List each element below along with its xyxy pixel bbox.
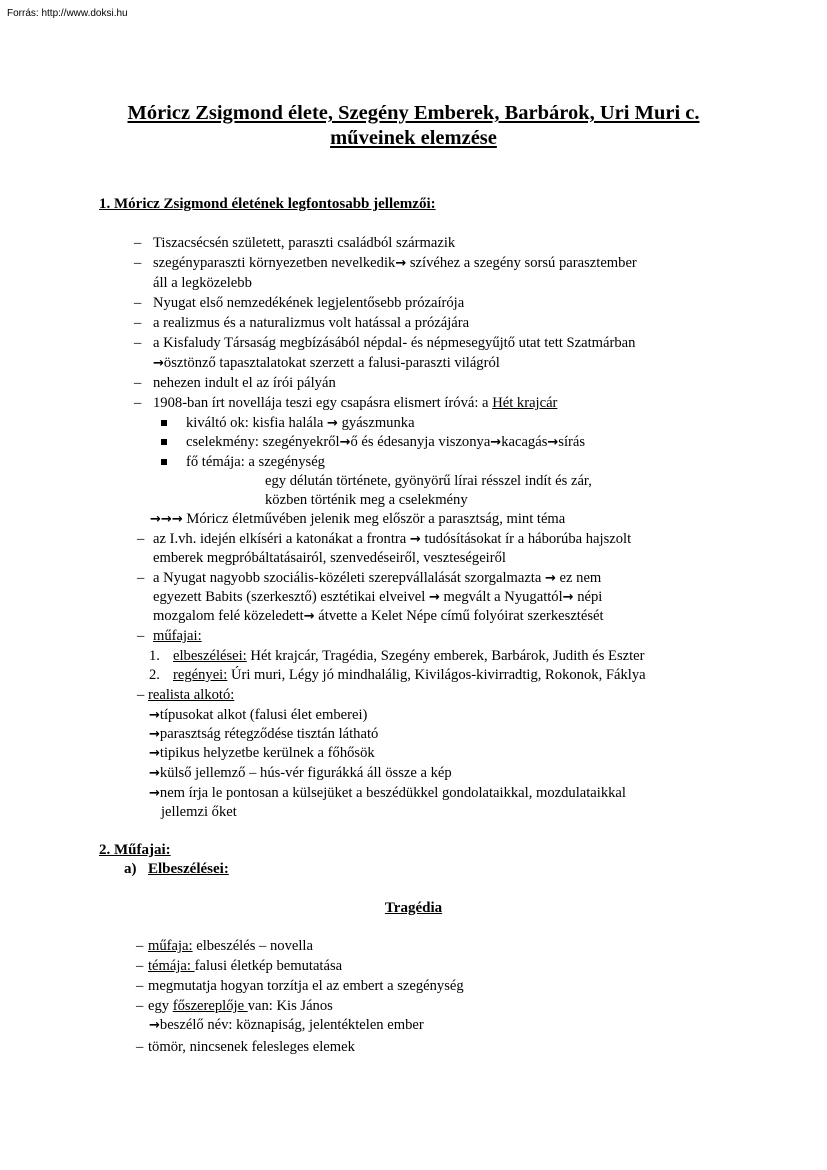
- square-bullet-icon: [161, 459, 167, 465]
- text-span: egyezett Babits (szerkesztő) esztétikai elveivel: [153, 589, 429, 605]
- text-span: tudósításokat ír a háborúba hajszolt: [420, 531, 632, 547]
- dash-glyph: –: [136, 958, 144, 974]
- text-span: tipikus helyzetbe kerülnek a főhősök: [159, 745, 375, 761]
- arrow-icon: →: [395, 256, 407, 271]
- dash-glyph: –: [134, 255, 142, 271]
- text-span: kiváltó ok: kisfia halála: [186, 415, 328, 431]
- text-span: sírás: [558, 434, 586, 450]
- document-title: [80, 101, 747, 151]
- text-span: mozgalom felé közeledett: [153, 608, 304, 624]
- dash-glyph: –: [136, 978, 144, 994]
- sub-bullet-continuation: közben történik meg a cselekmény: [265, 492, 468, 508]
- numbered-text: [173, 666, 646, 685]
- text-span: egy: [148, 998, 173, 1014]
- bullet-continuation: [153, 354, 500, 373]
- text-span: megvált a Nyugattól: [439, 589, 563, 605]
- dash-glyph: –: [134, 335, 142, 351]
- text-span: Úri muri, Légy jó mindhalálig, Kivilágos-kivirradtig, Rokonok, Fáklya: [227, 667, 646, 683]
- arrow-icon: →: [327, 416, 338, 431]
- text-span: szívéhez a szegény sorsú parasztember: [409, 255, 637, 271]
- bullet-text: tömör, nincsenek felesleges elemek: [148, 1039, 355, 1055]
- square-bullet-icon: [161, 439, 167, 445]
- text-span: beszélő név: köznapiság, jelentéktelen ember: [159, 1017, 424, 1033]
- list-number: 2.: [149, 667, 160, 683]
- arrow-item: [149, 706, 367, 725]
- arrow-icon: →: [153, 356, 164, 371]
- genres-label: műfajai:: [153, 628, 202, 644]
- arrow-icon: →: [149, 1018, 160, 1033]
- arrow-icon: →: [428, 590, 440, 605]
- bullet-continuation: áll a legközelebb: [153, 275, 252, 291]
- novels-label: regényei:: [173, 667, 228, 683]
- bullet-text: nehezen indult el az írói pályán: [153, 375, 336, 391]
- dash-glyph: –: [137, 570, 145, 586]
- title-line-1: Móricz Zsigmond élete, Szegény Emberek, Barbárok, Uri Muri c.: [127, 102, 700, 124]
- work-title: Hét krajcár: [492, 395, 558, 411]
- arrow-icon: →: [149, 708, 160, 723]
- arrow-item: [149, 784, 626, 803]
- text-span: falusi életkép bemutatása: [194, 958, 343, 974]
- arrow-icon: →: [150, 512, 161, 527]
- arrow-icon: →: [562, 590, 574, 605]
- sub-bullet-text: [186, 414, 415, 433]
- arrow-item: [149, 725, 378, 744]
- text-span: ez nem: [555, 570, 602, 586]
- tragedia-heading: Tragédia: [384, 900, 443, 916]
- text-span: ő és édesanyja viszonya: [350, 434, 491, 450]
- bullet-text: megmutatja hogyan torzítja el az embert a szegénység: [148, 978, 464, 994]
- bullet-text: a realizmus és a naturalizmus volt hatással a prózájára: [153, 315, 470, 331]
- section-1-heading: 1. Móricz Zsigmond életének legfontosabb jellemzői:: [99, 196, 436, 212]
- bullet-text: Tiszacsécsén született, paraszti családból származik: [153, 235, 456, 251]
- text-span: parasztság rétegződése tisztán látható: [159, 726, 379, 742]
- dash-glyph: –: [134, 235, 142, 251]
- realist-label: realista alkotó:: [148, 687, 235, 703]
- text-span: nem írja le pontosan a külsejüket a beszédükkel gondolataikkal, mozdulataikkal: [159, 785, 626, 801]
- arrow-icon: →: [149, 727, 160, 742]
- arrow-icon: →: [547, 435, 559, 450]
- arrow-icon: →: [490, 435, 502, 450]
- text-span: kacagás: [501, 434, 548, 450]
- arrow-item: [149, 764, 452, 783]
- text-span: szegényparaszti környezetben nevelkedik: [153, 255, 396, 271]
- text-span: átvette a Kelet Népe című folyóirat szerkesztését: [314, 608, 604, 624]
- short-stories-label: elbeszélései:: [173, 648, 247, 664]
- dash-glyph: –: [137, 531, 145, 547]
- title-line-2: műveinek elemzése: [330, 127, 497, 149]
- subsection-title: Elbeszélései:: [148, 861, 229, 877]
- dash-glyph: –: [136, 1039, 144, 1055]
- bullet-continuation: [153, 607, 604, 626]
- theme-label: témája:: [148, 958, 195, 974]
- text-span: külső jellemző – hús-vér figurákká áll össze a kép: [159, 765, 452, 781]
- dash-glyph: –: [136, 998, 144, 1014]
- bullet-text: [148, 957, 342, 976]
- text-span: 1908-ban írt novellája teszi egy csapásra elismert íróvá: a: [153, 395, 493, 411]
- arrow-item: [149, 744, 375, 763]
- dash-glyph: –: [134, 395, 142, 411]
- text-span: Móricz életművében jelenik meg először a parasztság, mint téma: [182, 511, 566, 527]
- bullet-text: [153, 530, 631, 549]
- sub-bullet-text: fő témája: a szegénység: [186, 454, 325, 470]
- section-2-heading: 2. Műfajai:: [99, 842, 171, 858]
- arrow-icon: →: [339, 435, 351, 450]
- genre-label: műfaja:: [148, 938, 193, 954]
- bullet-text: [153, 569, 601, 588]
- arrow-item: [149, 1016, 424, 1035]
- arrow-icon: →: [544, 571, 556, 586]
- bullet-text: [153, 254, 637, 273]
- bullet-text: [148, 937, 313, 956]
- bullet-text: [148, 997, 333, 1016]
- bullet-continuation: [153, 588, 602, 607]
- text-span: az I.vh. idején elkíséri a katonákat a frontra: [153, 531, 410, 547]
- text-span: cselekmény: szegényekről: [186, 434, 340, 450]
- dash-glyph: –: [136, 938, 144, 954]
- text-span: elbeszélés – novella: [192, 938, 313, 954]
- bullet-text: a Kisfaludy Társaság megbízásából népdal- és népmesegyűjtő utat tett Szatmárban: [153, 335, 636, 351]
- arrow-item-continuation: jellemzi őket: [161, 804, 237, 820]
- text-span: népi: [573, 589, 603, 605]
- arrow-icon: →: [171, 512, 183, 527]
- arrow-icon: →: [160, 512, 172, 527]
- protagonist-label: főszereplője: [172, 998, 248, 1014]
- text-span: típusokat alkot (falusi élet emberei): [159, 707, 368, 723]
- source-url: Forrás: http://www.doksi.hu: [7, 8, 128, 19]
- text-span: gyászmunka: [337, 415, 415, 431]
- arrow-icon: →: [149, 786, 160, 801]
- subsection-letter: a): [124, 861, 137, 877]
- list-number: 1.: [149, 648, 160, 664]
- sub-bullet-text: [186, 433, 585, 452]
- arrow-icon: →: [149, 766, 160, 781]
- sub-bullet-continuation: egy délután története, gyönyörű lírai résszel indít és zár,: [265, 473, 592, 489]
- conclusion-line: [150, 510, 565, 529]
- bullet-text: [153, 394, 557, 413]
- text-span: a Nyugat nagyobb szociális-közéleti szerepvállalását szorgalmazta: [153, 570, 545, 586]
- dash-glyph: –: [134, 315, 142, 331]
- dash-glyph: –: [134, 375, 142, 391]
- text-span: Hét krajcár, Tragédia, Szegény emberek, Barbárok, Judith és Eszter: [246, 648, 645, 664]
- dash-glyph: –: [134, 295, 142, 311]
- arrow-icon: →: [149, 746, 160, 761]
- arrow-icon: →: [303, 609, 315, 624]
- text-span: van: Kis János: [247, 998, 333, 1014]
- dash-glyph: –: [137, 687, 145, 703]
- dash-glyph: –: [137, 628, 145, 644]
- bullet-continuation: emberek megpróbáltatásairól, szenvedéseiről, veszteségeiről: [153, 550, 506, 566]
- bullet-text: Nyugat első nemzedékének legjelentősebb prózaírója: [153, 295, 465, 311]
- arrow-icon: →: [409, 532, 421, 547]
- square-bullet-icon: [161, 420, 167, 426]
- text-span: ösztönző tapasztalatokat szerzett a falusi-paraszti világról: [163, 355, 500, 371]
- numbered-text: [173, 647, 645, 666]
